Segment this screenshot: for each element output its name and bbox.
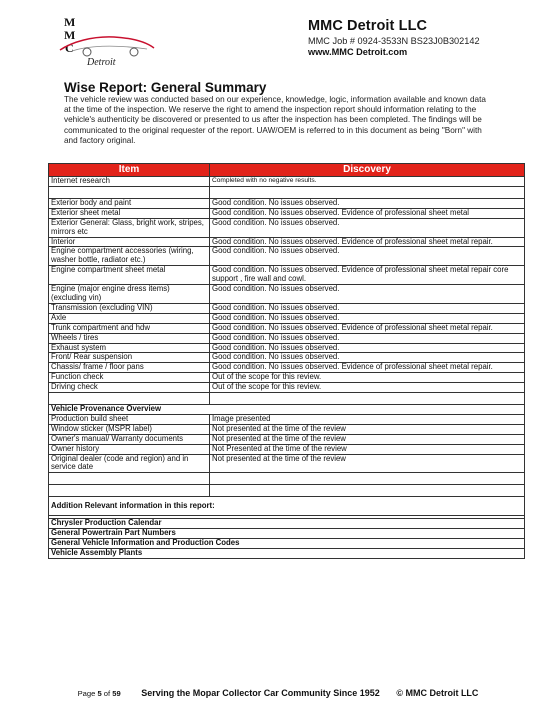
discovery-cell: Good condition. No issues observed. [210,333,525,343]
discovery-cell [210,485,525,497]
addition-item-row [49,529,525,539]
item-cell: Original dealer (code and region) and in service date [49,454,210,473]
table-row [49,473,525,485]
table-header-row [49,164,525,177]
logo-letter-c: C [65,41,74,55]
logo-letter-m1: M [64,15,76,29]
discovery-cell: Good condition. No issues observed. Evidence of professional sheet metal [210,208,525,218]
discovery-cell: Out of the scope for this review. [210,373,525,383]
table-row [49,333,525,343]
table-row [49,208,525,218]
discovery-cell: Not presented at the time of the review [210,454,525,473]
item-cell: Exterior body and paint [49,198,210,208]
addition-item-row [49,519,525,529]
addition-item: General Vehicle Information and Production Codes [49,539,525,549]
column-header-item: Item [49,164,210,177]
item-cell [49,485,210,497]
summary-table [48,163,525,559]
table-row [49,363,525,373]
addition-item: Vehicle Assembly Plants [49,549,525,559]
table-row [49,266,525,285]
table-row [49,383,525,393]
item-cell: Chassis/ frame / floor pans [49,363,210,373]
report-title: Wise Report: General Summary [64,80,267,95]
discovery-cell: Good condition. No issues observed. Evidence of professional sheet metal repair. [210,237,525,247]
item-cell: Axle [49,313,210,323]
item-cell: Trunk compartment and hdw [49,323,210,333]
discovery-cell: Not presented at the time of the review [210,434,525,444]
item-cell: Exterior General: Glass, bright work, stripes, mirrors etc [49,218,210,237]
company-website[interactable]: www.MMC Detroit.com [308,47,408,57]
page-indicator [78,689,121,698]
discovery-cell: Good condition. No issues observed. [210,247,525,266]
addition-section [49,497,525,559]
discovery-cell: Not Presented at the time of the review [210,444,525,454]
page-total: 59 [112,689,121,698]
discovery-cell: Good condition. No issues observed. [210,285,525,304]
discovery-cell: Good condition. No issues observed. [210,218,525,237]
table-row [49,414,525,424]
discovery-cell: Good condition. No issues observed. [210,343,525,353]
table-row [49,247,525,266]
item-cell [49,186,210,198]
item-cell [49,393,210,405]
logo-wordmark: Detroit [87,57,116,68]
table-row [49,454,525,473]
table-row [49,444,525,454]
discovery-cell: Good condition. No issues observed. Evidence of professional sheet metal repair core support , fire wall and cowl. [210,266,525,285]
report-intro: The vehicle review was conducted based on our experience, knowledge, logic, information available and known data at the time of the inspection. We reserve the right to amend the inspection report should information relating to the vehicle's authenticity be discovered or presented to us after the inspection has been completed. The findings will be communicated to the original requester of the report. UAW/OEM is referred to in this document as being "Born" with and factory original. [64,95,486,145]
company-logo [52,12,162,68]
section-row [49,405,525,415]
table-row [49,323,525,333]
addition-item: Chrysler Production Calendar [49,519,525,529]
discovery-cell: Not presented at the time of the review [210,424,525,434]
item-cell: Transmission (excluding VIN) [49,303,210,313]
discovery-cell: Good condition. No issues observed. Evidence of professional sheet metal repair. [210,323,525,333]
table-row [49,393,525,405]
page-word: Page [77,689,96,698]
page-number: 5 [97,689,102,698]
item-cell: Exterior sheet metal [49,208,210,218]
company-name: MMC Detroit LLC [308,18,428,34]
item-cell: Interior [49,237,210,247]
addition-item-row [49,549,525,559]
table-row [49,198,525,208]
item-cell [49,473,210,485]
item-cell: Driving check [49,383,210,393]
item-cell: Owner history [49,444,210,454]
table-row [49,343,525,353]
page-footer [0,688,556,698]
logo-letter-m2: M [64,28,76,42]
section-heading: Vehicle Provenance Overview [49,405,525,415]
item-cell: Production build sheet [49,414,210,424]
discovery-cell: Good condition. No issues observed. Evidence of professional sheet metal repair. [210,363,525,373]
discovery-cell: Good condition. No issues observed. [210,303,525,313]
table-row [49,303,525,313]
addition-heading: Addition Relevant information in this report: [49,497,525,516]
table-row [49,218,525,237]
discovery-cell [210,186,525,198]
table-row [49,353,525,363]
table-row [49,186,525,198]
discovery-cell [210,473,525,485]
item-cell: Internet research [49,177,210,187]
table-row [49,485,525,497]
discovery-cell: Image presented [210,414,525,424]
footer-slogan: Serving the Mopar Collector Car Community Since 1952 [141,688,380,698]
discovery-cell: Out of the scope for this review. [210,383,525,393]
item-cell: Engine compartment sheet metal [49,266,210,285]
table-body [49,177,525,497]
table-row [49,313,525,323]
company-block [308,18,508,57]
item-cell: Exhaust system [49,343,210,353]
table-row [49,424,525,434]
table-row [49,373,525,383]
addition-item: General Powertrain Part Numbers [49,529,525,539]
item-cell: Owner's manual/ Warranty documents [49,434,210,444]
discovery-cell: Good condition. No issues observed. [210,313,525,323]
discovery-cell: Good condition. No issues observed. [210,198,525,208]
page-of-word: of [103,689,111,698]
item-cell: Function check [49,373,210,383]
discovery-cell: Completed with no negative results. [210,177,525,187]
addition-heading-row [49,497,525,516]
item-cell: Engine (major engine dress items) (excluding vin) [49,285,210,304]
item-cell: Front/ Rear suspension [49,353,210,363]
table-row [49,434,525,444]
item-cell: Engine compartment accessories (wiring, washer bottle, radiator etc.) [49,247,210,266]
logo-car-graphic [52,12,162,68]
item-cell: Window sticker (MSPR label) [49,424,210,434]
table-row [49,285,525,304]
table-row [49,237,525,247]
table-row [49,177,525,187]
footer-copyright: © MMC Detroit LLC [396,688,479,698]
addition-item-row [49,539,525,549]
column-header-discovery: Discovery [210,164,525,177]
discovery-cell: Good condition. No issues observed. [210,353,525,363]
job-number: MMC Job # 0924-3533N BS23J0B302142 [308,36,480,46]
item-cell: Wheels / tires [49,333,210,343]
discovery-cell [210,393,525,405]
